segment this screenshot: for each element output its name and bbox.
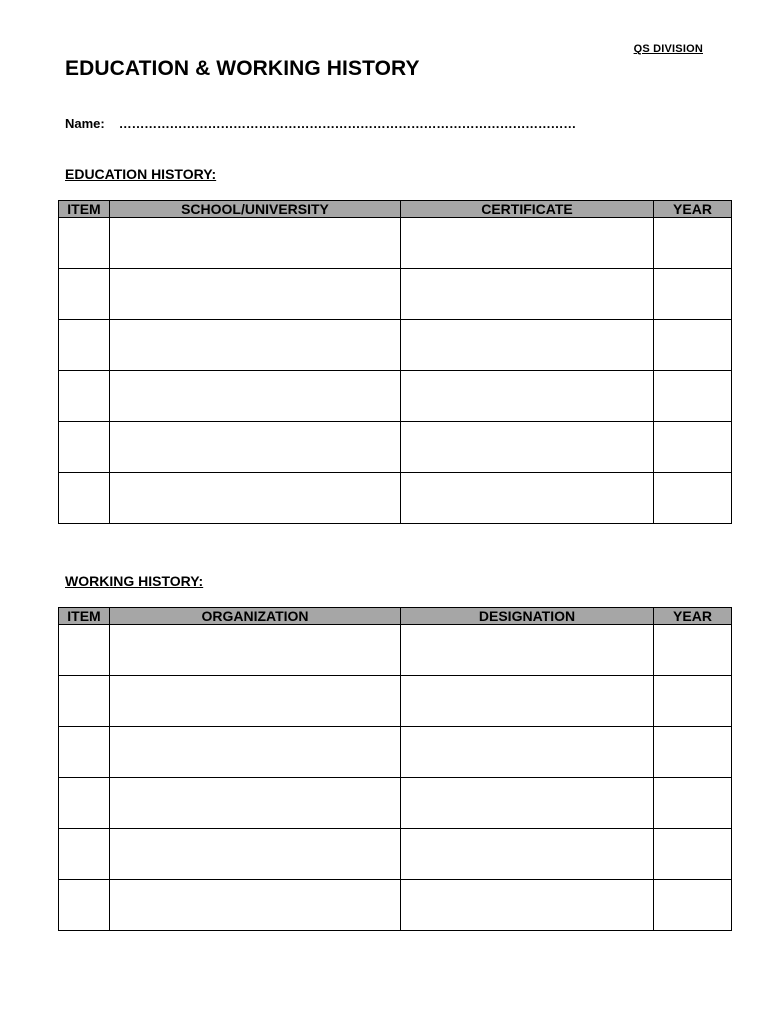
column-header-year: YEAR <box>654 608 732 625</box>
working-item-cell[interactable] <box>59 829 110 880</box>
education-year-cell[interactable] <box>654 422 732 473</box>
education-year-cell[interactable] <box>654 473 732 524</box>
column-header-item: ITEM <box>59 608 110 625</box>
working-item-cell[interactable] <box>59 727 110 778</box>
education-item-cell[interactable] <box>59 320 110 371</box>
name-label: Name: <box>65 116 105 131</box>
page-title: EDUCATION & WORKING HISTORY <box>65 57 420 80</box>
working-col3-cell[interactable] <box>401 676 654 727</box>
education-col3-cell[interactable] <box>401 473 654 524</box>
education-item-cell[interactable] <box>59 371 110 422</box>
education-row <box>59 269 732 320</box>
working-year-cell[interactable] <box>654 829 732 880</box>
working-header-row <box>59 608 732 625</box>
working-col2-cell[interactable] <box>110 778 401 829</box>
working-row <box>59 829 732 880</box>
education-row <box>59 371 732 422</box>
division-label: QS DIVISION <box>633 43 703 55</box>
working-item-cell[interactable] <box>59 778 110 829</box>
education-col3-cell[interactable] <box>401 320 654 371</box>
working-year-cell[interactable] <box>654 727 732 778</box>
education-item-cell[interactable] <box>59 218 110 269</box>
education-col2-cell[interactable] <box>110 473 401 524</box>
education-col2-cell[interactable] <box>110 320 401 371</box>
working-col3-cell[interactable] <box>401 778 654 829</box>
education-item-cell[interactable] <box>59 473 110 524</box>
education-col2-cell[interactable] <box>110 422 401 473</box>
working-row <box>59 676 732 727</box>
working-col3-cell[interactable] <box>401 727 654 778</box>
education-header-row <box>59 201 732 218</box>
working-row <box>59 727 732 778</box>
working-col2-cell[interactable] <box>110 676 401 727</box>
education-col3-cell[interactable] <box>401 269 654 320</box>
working-item-cell[interactable] <box>59 625 110 676</box>
education-row <box>59 422 732 473</box>
column-header-item: ITEM <box>59 201 110 218</box>
education-year-cell[interactable] <box>654 371 732 422</box>
education-col3-cell[interactable] <box>401 371 654 422</box>
name-blank-line: ……………………………………………………………………………………………… <box>118 116 576 131</box>
working-col2-cell[interactable] <box>110 880 401 931</box>
name-field <box>65 116 705 131</box>
working-rows <box>59 625 732 931</box>
education-history-heading: EDUCATION HISTORY: <box>65 166 217 182</box>
education-year-cell[interactable] <box>654 320 732 371</box>
education-row <box>59 218 732 269</box>
working-col2-cell[interactable] <box>110 727 401 778</box>
working-history-table <box>58 607 732 931</box>
column-header-school-university: SCHOOL/UNIVERSITY <box>110 201 401 218</box>
education-year-cell[interactable] <box>654 269 732 320</box>
working-row <box>59 778 732 829</box>
column-header-certificate: CERTIFICATE <box>401 201 654 218</box>
education-item-cell[interactable] <box>59 269 110 320</box>
education-col2-cell[interactable] <box>110 269 401 320</box>
column-header-year: YEAR <box>654 201 732 218</box>
working-col2-cell[interactable] <box>110 829 401 880</box>
education-row <box>59 473 732 524</box>
working-year-cell[interactable] <box>654 880 732 931</box>
working-col2-cell[interactable] <box>110 625 401 676</box>
column-header-organization: ORGANIZATION <box>110 608 401 625</box>
working-year-cell[interactable] <box>654 778 732 829</box>
education-col2-cell[interactable] <box>110 371 401 422</box>
working-col3-cell[interactable] <box>401 625 654 676</box>
education-col3-cell[interactable] <box>401 218 654 269</box>
column-header-designation: DESIGNATION <box>401 608 654 625</box>
education-row <box>59 320 732 371</box>
education-col2-cell[interactable] <box>110 218 401 269</box>
education-history-table <box>58 200 732 524</box>
education-year-cell[interactable] <box>654 218 732 269</box>
working-item-cell[interactable] <box>59 676 110 727</box>
education-col3-cell[interactable] <box>401 422 654 473</box>
working-year-cell[interactable] <box>654 676 732 727</box>
working-row <box>59 625 732 676</box>
working-col3-cell[interactable] <box>401 880 654 931</box>
working-year-cell[interactable] <box>654 625 732 676</box>
working-row <box>59 880 732 931</box>
working-col3-cell[interactable] <box>401 829 654 880</box>
education-rows <box>59 218 732 524</box>
working-history-heading: WORKING HISTORY: <box>65 573 204 589</box>
education-item-cell[interactable] <box>59 422 110 473</box>
working-item-cell[interactable] <box>59 880 110 931</box>
